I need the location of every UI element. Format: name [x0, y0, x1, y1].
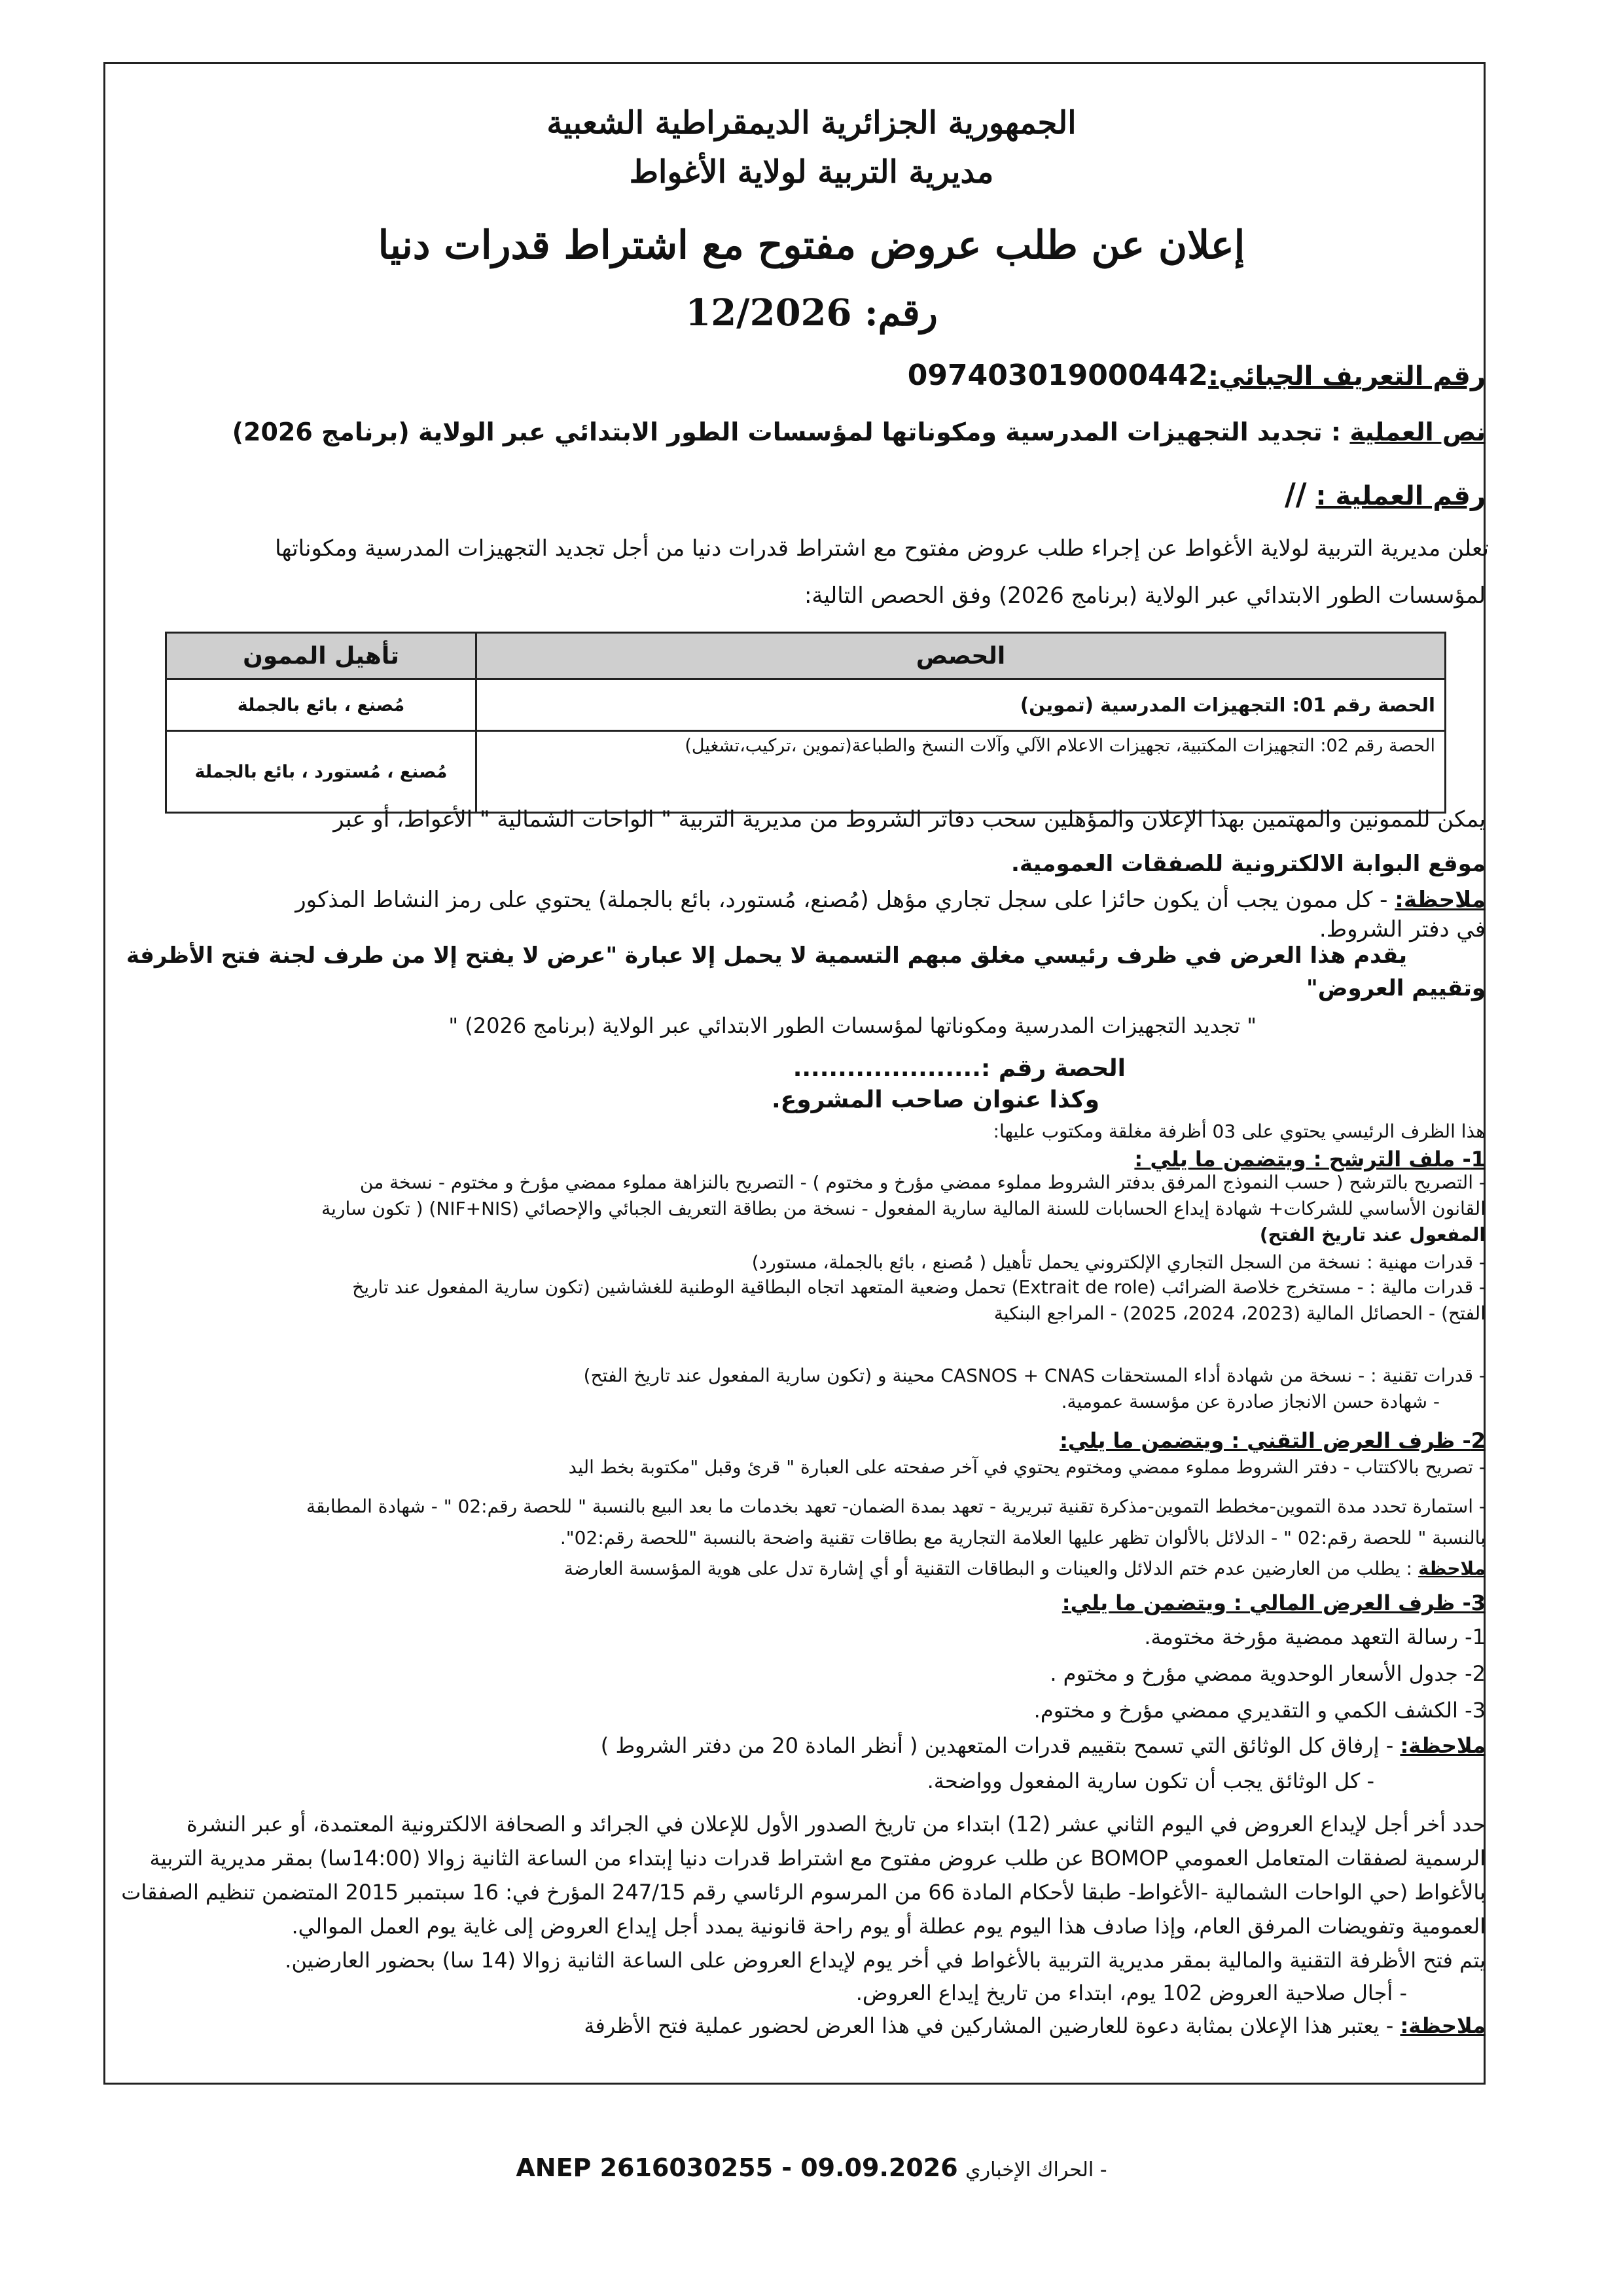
- republic-title: الجمهورية الجزائرية الديمقراطية الشعبية: [546, 105, 1077, 141]
- intro-line-1: تعلن مديرية التربية لولاية الأغواط عن إجراء طلب عروض مفتوح مع اشتراط قدرات دنيا من أجل تجديد التجهيزات المدرسية ومكوناتها: [275, 535, 1489, 562]
- lot-1-qualification: مُصنع ، بائع بالجملة: [166, 679, 476, 731]
- envelope-lot-line: الحصة رقم :.....................: [793, 1055, 1126, 1082]
- file1-line-4: - قدرات مهنية : نسخة من السجل التجاري الإلكتروني يحمل تأهيل ( مُصنع ، بائع بالجملة، مستورد): [751, 1251, 1486, 1273]
- envelope-line-3: " تجديد التجهيزات المدرسية ومكوناتها لمؤسسات الطور الابتدائي عبر الولاية (برنامج 2026) ": [448, 1013, 1257, 1038]
- file1-line-6: الفتح) - الحصائل المالية (2023، 2024، 2025) - المراجع البنكية: [993, 1302, 1486, 1324]
- file1-line-8: - شهادة حسن الانجاز صادرة عن مؤسسة عمومية.: [1061, 1391, 1440, 1412]
- note1-line-1: [131, 887, 1486, 913]
- file3-note-line-1: [131, 1733, 1486, 1758]
- deadline-line-1: حدد أخر أجل لإيداع العروض في اليوم الثاني عشر (12) ابتداء من تاريخ الصدور الأول للإعلان في الجرائد و الصحافة الالكترونية المعتمدة، أو عبر النشرة: [187, 1812, 1486, 1837]
- operation-number-line: [131, 476, 1486, 512]
- file3-note-line-2: - كل الوثائق يجب أن تكون سارية المفعول وواضحة.: [927, 1768, 1374, 1793]
- deadline-line-4: العمومية وتفويضات المرفق العام، وإذا صادف هذا اليوم يوم عطلة أو يوم راحة قانونية يمدد أجل إيداع العروض إلى غاية يوم العمل الموالي.: [291, 1914, 1486, 1939]
- operation-label: نص العملية: [1349, 418, 1486, 446]
- deadline-note-label: ملاحظة:: [1400, 2013, 1486, 2038]
- file2-line-3: بالنسبة " للحصة رقم:02 " - الدلائل بالألوان تظهر عليها العلامة التجارية مع بطاقات تقنية واضحة بالنسبة "للحصة رقم:02".: [560, 1527, 1486, 1549]
- number-label: رقم:: [864, 291, 938, 334]
- deadline-line-6: - أجال صلاحية العروض 102 يوم، ابتداء من تاريخ إيداع العروض.: [855, 1981, 1407, 2005]
- file1-line-1: - التصريح بالترشح ( حسب النموذج المرفق بدفتر الشروط مملوء ممضي مؤرخ و مختوم ) - التصريح بالنزاهة مملوء ممضي مؤرخ و مختوم - نسخة من: [359, 1172, 1486, 1193]
- directorate-title: مديرية التربية لولاية الأغواط: [629, 154, 994, 190]
- withdrawal-line-2: موقع البوابة الالكترونية للصفقات العمومية.: [1010, 851, 1486, 877]
- file3-note-text-1: - إرفاق كل الوثائق التي تسمح بتقييم قدرات المتعهدين ( أنظر المادة 20 من دفتر الشروط ): [600, 1733, 1394, 1758]
- operation-number-value: //: [1284, 476, 1307, 512]
- deadline-line-5: يتم فتح الأظرفة التقنية والمالية بمقر مديرية التربية بالأغواط في أخر يوم لإيداع العروض على الساعة الثانية زوالا (14 سا) بحضور العارضين.: [285, 1948, 1486, 1973]
- envelope-address-line: وكذا عنوان صاحب المشروع.: [772, 1086, 1099, 1113]
- operation-number-label: رقم العملية :: [1315, 481, 1486, 511]
- note1-text: - كل ممون يجب أن يكون حائزا على سجل تجاري مؤهل (مُصنع، مُستورد، بائع بالجملة) يحتوي على رمز النشاط المذكور: [295, 887, 1388, 913]
- file3-title: 3- ظرف العرض المالي : ويتضمن ما يلي:: [1061, 1590, 1486, 1615]
- file2-note-label: ملاحظة: [1418, 1558, 1486, 1579]
- footer: [0, 2153, 1623, 2182]
- announcement-number: [131, 291, 1492, 334]
- withdrawal-line-1: يمكن للممونين والمهتمين بهذا الإعلان والمؤهلين سحب دفاتر الشروط من مديرية التربية " الواحات الشمالية " الأغواط، أو عبر: [333, 806, 1486, 833]
- file3-line-2: 2- جدول الأسعار الوحدوية ممضي مؤرخ و مختوم .: [1050, 1661, 1486, 1686]
- deadline-note-text: - يعتبر هذا الإعلان بمثابة دعوة للعارضين المشاركين في هذا العرض لحضور عملية فتح الأظرفة: [584, 2013, 1394, 2038]
- file2-title: 2- ظرف العرض التقني : ويتضمن ما يلي:: [1060, 1428, 1486, 1453]
- number-value: 12/2026: [685, 291, 852, 334]
- tax-id-value: 097403019000442: [907, 359, 1208, 392]
- main-envelope-line: هذا الظرف الرئيسي يحتوي على 03 أظرفة مغلقة ومكتوب عليها:: [993, 1121, 1486, 1142]
- intro-line-2: لمؤسسات الطور الابتدائي عبر الولاية (برنامج 2026) وفق الحصص التالية:: [804, 583, 1486, 609]
- table-row: [166, 679, 1446, 731]
- note1-label: ملاحظة:: [1395, 887, 1486, 913]
- lots-table-header: [166, 633, 1446, 679]
- deadline-line-2: الرسمية لصفقات المتعامل العمومي BOMOP عن طلب عروض مفتوح مع اشتراط قدرات دنيا إبتداء من الساعة الثانية زوالا (14:00سا) بمقر مديرية التربية: [149, 1846, 1486, 1871]
- file3-note-label: ملاحظة:: [1400, 1733, 1486, 1758]
- col-lots: الحصص: [476, 633, 1446, 679]
- note1-line-2: في دفتر الشروط.: [1319, 916, 1486, 942]
- table-row: [166, 731, 1446, 813]
- col-qualification: تأهيل الممون: [166, 633, 476, 679]
- envelope-line-2: وتقييم العروض": [1306, 975, 1486, 1001]
- file1-line-3: المفعول عند تاريخ الفتح): [1259, 1224, 1486, 1246]
- footer-source: الحراك الإخباري -: [965, 2159, 1107, 2181]
- file1-line-5: - قدرات مالية : - مستخرج خلاصة الضرائب (Extrait de role) تحمل وضعية المتعهد اتجاه البطاقية الوطنية للغشاشين (تكون سارية المفعول عند تاريخ: [352, 1276, 1486, 1298]
- tax-id-line: [131, 359, 1486, 392]
- operation-line: [131, 418, 1486, 446]
- envelope-line-1: يقدم هذا العرض في ظرف رئيسي مغلق مبهم التسمية لا يحمل إلا عبارة "عرض لا يفتح إلا من طرف لجنة فتح الأظرفة: [126, 942, 1407, 969]
- file1-line-7: - قدرات تقنية : - نسخة من شهادة أداء المستحقات CASNOS + CNAS محينة و (تكون سارية المفعول عند تاريخ الفتح): [583, 1365, 1486, 1386]
- lot-1-cell: الحصة رقم 01: التجهيزات المدرسية (تموين): [476, 679, 1446, 731]
- lots-table: [165, 632, 1446, 814]
- file2-line-1: - تصريح بالاكتتاب - دفتر الشروط مملوء ممضي ومختوم يحتوي في آخر صفحته على العبارة " قرئ وقبل "مكتوبة بخط اليد: [568, 1456, 1486, 1478]
- file3-line-1: 1- رسالة التعهد ممضية مؤرخة مختومة.: [1144, 1624, 1486, 1649]
- deadline-line-3: بالأغواط (حي الواحات الشمالية -الأغواط- طبقا لأحكام المادة 66 من المرسوم الرئاسي رقم 247/15 المؤرخ في: 16 سبتمبر 2015 المتضمن تنظيم الصفقات: [121, 1880, 1486, 1905]
- file2-line-2: - استمارة تحدد مدة التموين-مخطط التموين-مذكرة تقنية تبريرية - تعهد بمدة الضمان- تعهد بخدمات ما بعد البيع بالنسبة " للحصة رقم:02 " - شهادة المطابقة: [306, 1496, 1486, 1517]
- operation-text: : تجديد التجهيزات المدرسية ومكوناتها لمؤسسات الطور الابتدائي عبر الولاية (برنامج 2026): [232, 418, 1342, 446]
- lot-2-cell: الحصة رقم 02: التجهيزات المكتبية، تجهيزات الاعلام الآلي وآلات النسخ والطباعة(تموين ،تركيب،تشغيل): [476, 731, 1446, 813]
- file3-line-3: 3- الكشف الكمي و التقديري ممضي مؤرخ و مختوم.: [1033, 1698, 1486, 1723]
- lot-2-qualification: مُصنع ، مُستورد ، بائع بالجملة: [166, 731, 476, 813]
- tax-id-label: رقم التعريف الجبائي:: [1207, 361, 1486, 391]
- file2-note-text: : يطلب من العارضين عدم ختم الدلائل والعينات و البطاقات التقنية أو أي إشارة تدل على هوية المؤسسة العارضة: [563, 1558, 1413, 1579]
- footer-anep: ANEP 2616030255 - 09.09.2026: [516, 2153, 958, 2182]
- announcement-title: إعلان عن طلب عروض مفتوح مع اشتراط قدرات دنيا: [378, 223, 1245, 268]
- deadline-note: [131, 2013, 1486, 2038]
- file1-line-2: القانون الأساسي للشركات+ شهادة إيداع الحسابات للسنة المالية سارية المفعول - نسخة من بطاقة التعريف الجبائي والإحصائي (NIF+NIS) ( تكون سارية: [321, 1198, 1486, 1219]
- file2-note: [131, 1558, 1486, 1579]
- file1-title: 1- ملف الترشح : ويتضمن ما يلي :: [1134, 1147, 1486, 1172]
